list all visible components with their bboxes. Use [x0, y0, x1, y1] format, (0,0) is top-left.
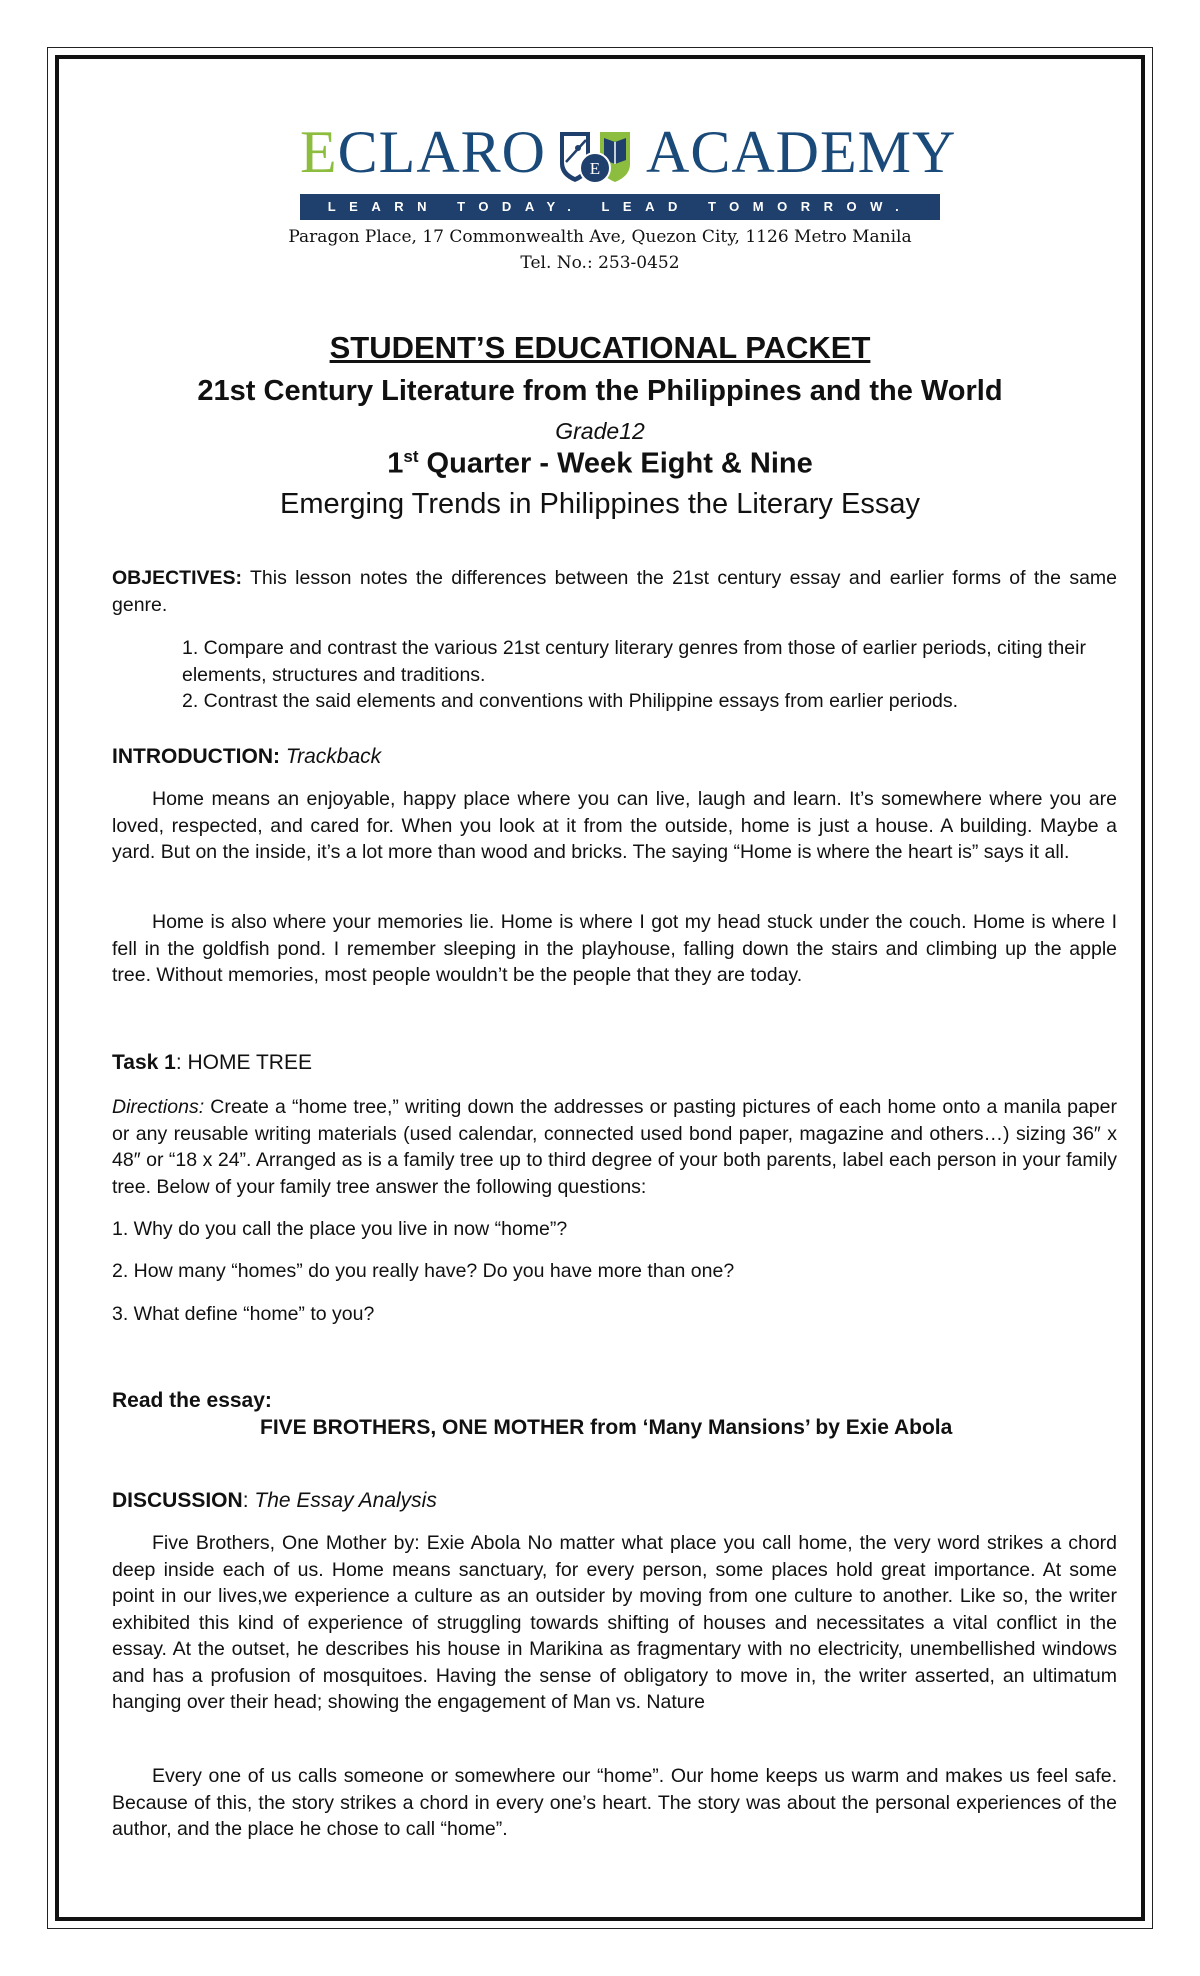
school-telephone: Tel. No.: 253-0452 — [520, 253, 680, 273]
discussion-paragraph-1: Five Brothers, One Mother by: Exie Abola No matter what place you call home, the very word strikes a chord deep inside each of us. Home means sanctuary, for every person, some places hold great importance. At some point in our lives,we experience a culture as an outsider by moving from one culture to another. Like so, the writer exhibited this kind of experience of struggling towards shifting of houses and necessitates a vital conflict in the essay. At the outset, he describes his house in Marikina as fragmentary with no electricity, unembellished windows and has a profusion of mosquitoes. Having the sense of obligatory to move in, the writer asserted, an ultimatum hanging over their head; showing the engagement of Man vs. Nature — [112, 1532, 1117, 1713]
logo-tagline: LEARN TODAY. LEAD TOMORROW. — [300, 194, 940, 220]
subject-title: 21st Century Literature from the Philippines and the World — [197, 375, 1003, 407]
objective-item: 1. Compare and contrast the various 21st century literary genres from those of earlier periods, citing their elements, structures and traditions. — [182, 637, 1086, 686]
lesson-topic: Emerging Trends in Philippines the Literary Essay — [280, 488, 920, 520]
introduction-paragraph-1: Home means an enjoyable, happy place where you can live, laugh and learn. It’s somewhere where you are loved, respected, and cared for. When you look at it from the outside, home is just a house. A building. Maybe a yard. But on the inside, it’s a lot more than wood and bricks. The saying “Home is where the heart is” says it all. — [112, 788, 1117, 863]
packet-title: STUDENT’S EDUCATIONAL PACKET — [329, 330, 871, 365]
quarter-week-title: 1st Quarter - Week Eight & Nine — [387, 447, 813, 480]
school-logo — [300, 119, 957, 230]
essay-title: FIVE BROTHERS, ONE MOTHER from ‘Many Mansions’ by Exie Abola — [260, 1416, 953, 1439]
introduction-heading: INTRODUCTION: Trackback — [112, 745, 382, 768]
objectives-heading: OBJECTIVES: — [112, 567, 243, 589]
introduction-paragraph-2: Home is also where your memories lie. Home is where I got my head stuck under the couch. Home is where I fell in the goldfish pond. I remember sleeping in the playhouse, falling down the stairs and climbing up the apple tree. Without memories, most people wouldn’t be the people that they are today. — [112, 911, 1117, 986]
logo-text-left: ECLARO — [300, 119, 547, 185]
objective-item: 2. Contrast the said elements and conventions with Philippine essays from earlier periods. — [182, 690, 959, 712]
task-question: 1. Why do you call the place you live in now “home”? — [112, 1218, 568, 1240]
discussion-heading: DISCUSSION: The Essay Analysis — [112, 1489, 437, 1512]
task-directions: Directions: Create a “home tree,” writing down the addresses or pasting pictures of each home onto a manila paper or any reusable writing materials (used calendar, connected used bond paper, magazine and others…) sizing 36″ x 48″ or “18 x 24”. Arranged as is a family tree up to third degree of your both parents, label each person in your family tree. Below of your family tree answer the following questions: — [112, 1096, 1117, 1198]
read-essay-heading: Read the essay: — [112, 1389, 272, 1412]
school-seal-icon — [556, 124, 636, 184]
task-question: 3. What define “home” to you? — [112, 1303, 375, 1325]
task-question: 2. How many “homes” do you really have? Do you have more than one? — [112, 1260, 735, 1282]
discussion-paragraph-2: Every one of us calls someone or somewhere our “home”. Our home keeps us warm and makes us feel safe. Because of this, the story strikes a chord in every one’s heart. The story was about the personal experiences of the author, and the place he chose to call “home”. — [112, 1765, 1117, 1840]
svg-text:E: E — [589, 159, 601, 178]
task-heading: Task 1: HOME TREE — [112, 1051, 312, 1074]
school-address: Paragon Place, 17 Commonwealth Ave, Quezon City, 1126 Metro Manila — [288, 227, 912, 247]
grade-label: Grade12 — [555, 418, 645, 444]
logo-text-right: ACADEMY — [646, 119, 957, 185]
objectives-paragraph: OBJECTIVES: This lesson notes the differences between the 21st century essay and earlier forms of the same genre. — [112, 567, 1117, 616]
